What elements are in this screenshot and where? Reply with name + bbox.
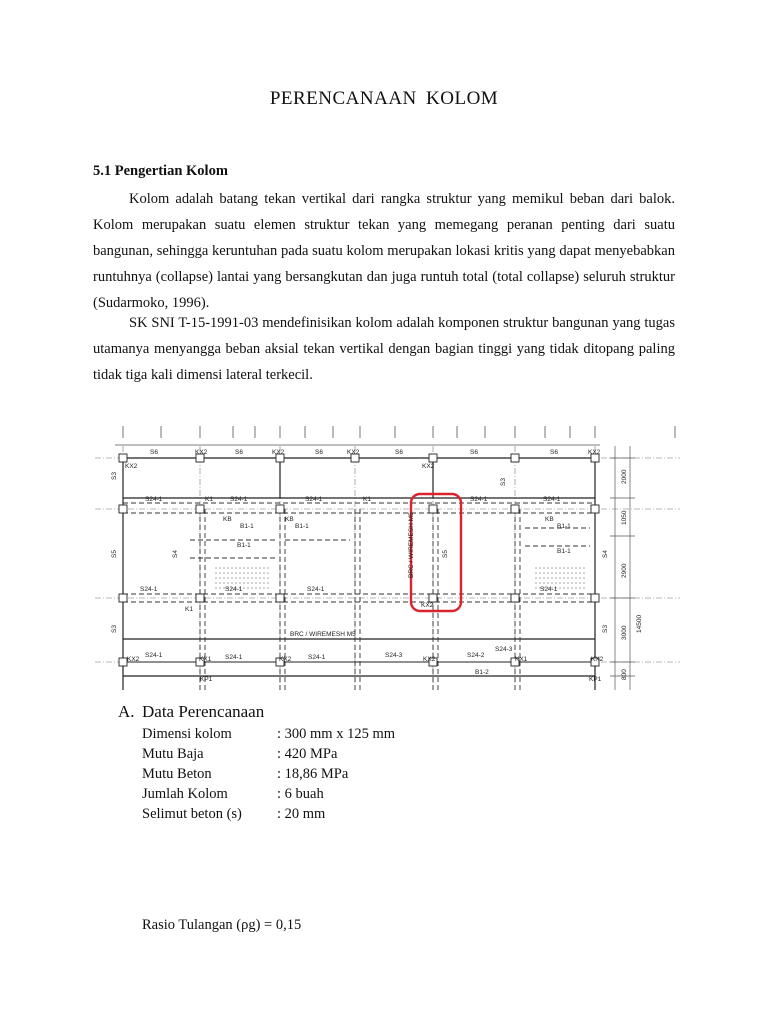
label-b1-1-a: B1-1	[240, 523, 254, 530]
label-k1-2: K1	[363, 496, 371, 503]
grid-lines	[95, 458, 680, 662]
label-s4-1: S4	[172, 550, 179, 558]
label-s3-1: S3	[111, 472, 118, 480]
columns	[119, 454, 599, 666]
label-kp1-1: KP1	[200, 676, 213, 683]
data-label-mutu-baja: Mutu Baja	[142, 746, 204, 762]
label-s3-2: S3	[111, 625, 118, 633]
label-s5-2: S5	[442, 550, 449, 558]
label-k1-3: K1	[185, 606, 193, 613]
rasio-tulangan: Rasio Tulangan (ρg) = 0,15	[142, 917, 302, 933]
label-s24-1-a: S24-1	[145, 496, 163, 503]
data-perencanaan-section	[118, 702, 395, 824]
label-s6-1: S6	[150, 449, 158, 456]
label-kx1-1: KX1	[199, 656, 212, 663]
label-s24-1-k: S24-1	[225, 654, 243, 661]
top-ticks	[123, 426, 675, 438]
label-s5: S5	[111, 550, 118, 558]
data-row	[142, 784, 395, 804]
data-value-mutu-baja: : 420 MPa	[277, 746, 338, 762]
page-title: PERENCANAAN KOLOM	[269, 88, 499, 109]
data-perencanaan-heading	[118, 702, 395, 722]
label-k1-1: K1	[205, 496, 213, 503]
paragraph-definition: Kolom adalah batang tekan vertikal dari rangka struktur yang memikul beban dari balok. Kolom merupakan suatu elemen struktur tekan yang memegang peranan penting dari suatu bangunan, sehingga keruntuhan pada suatu kolom merupakan lokasi kritis yang dapat menyebabkan runtuhnya (collapse) lantai yang bersangkutan dan juga runtuh total (total collapse) seluruh struktur (Sudarmoko, 1996).	[93, 191, 675, 311]
label-s6-3: S6	[315, 449, 323, 456]
label-s24-1-c: S24-1	[305, 496, 323, 503]
data-label-jumlah-kolom: Jumlah Kolom	[142, 786, 228, 802]
data-row	[142, 764, 395, 784]
label-b1-1-c: B1-1	[557, 523, 571, 530]
data-value-selimut: : 20 mm	[277, 806, 326, 822]
label-s24-2: S24-2	[467, 652, 485, 659]
label-s24-1-l: S24-1	[308, 654, 326, 661]
label-s24-1-g: S24-1	[225, 586, 243, 593]
data-value-jumlah-kolom: : 6 buah	[277, 786, 324, 802]
label-brc-vertical: BRC / WIREMESH M5	[408, 512, 415, 578]
label-b1-1-e: B1-1	[557, 548, 571, 555]
data-row	[142, 744, 395, 764]
label-s6-4: S6	[395, 449, 403, 456]
label-kx2-11: KX2	[591, 656, 604, 663]
data-value-mutu-beton: : 18,86 MPa	[277, 766, 349, 782]
label-s3-3: S3	[500, 478, 507, 486]
label-kx2-4: KX2	[347, 449, 360, 456]
label-s6-5: S6	[470, 449, 478, 456]
label-kx2-6: KX2	[588, 449, 601, 456]
label-s4-2: S4	[602, 550, 609, 558]
label-s24-1-h: S24-1	[307, 586, 325, 593]
label-b1-1-b: B1-1	[295, 523, 309, 530]
data-row	[142, 804, 395, 824]
label-kx2-10: KX2	[423, 656, 436, 663]
label-s24-1-f: S24-1	[140, 586, 158, 593]
section-title: Data Perencanaan	[142, 702, 265, 721]
label-kx2-1: KX2	[125, 463, 138, 470]
stairs	[215, 568, 585, 588]
label-kb-3: KB	[545, 516, 554, 523]
data-label-selimut: Selimut beton (s)	[142, 806, 242, 822]
dim-2000: 2000	[621, 469, 628, 484]
section-letter: A.	[118, 702, 135, 721]
label-s24-3-b: S24-3	[385, 652, 403, 659]
data-row	[142, 724, 395, 744]
label-b1-1-d: B1-1	[237, 542, 251, 549]
dim-14500: 14500	[636, 614, 643, 633]
paragraph-sni: SK SNI T-15-1991-03 mendefinisikan kolom adalah komponen struktur bangunan yang tugas utamanya menyangga beban aksial tekan vertikal dengan bagian tinggi yang tidak ditopang paling tidak tiga kali dimensi lateral terkecil.	[93, 315, 675, 383]
label-s24-1-j: S24-1	[145, 652, 163, 659]
label-kx2-8: KX2	[127, 656, 140, 663]
dim-800: 800	[621, 669, 628, 680]
label-s24-1-e: S24-1	[543, 496, 561, 503]
data-label-mutu-beton: Mutu Beton	[142, 766, 212, 782]
data-list	[142, 724, 395, 824]
dim-2900: 2900	[621, 563, 628, 578]
label-kx2-7: KX2	[421, 602, 434, 609]
label-s24-1-b: S24-1	[230, 496, 248, 503]
label-kb-2: KB	[285, 516, 294, 523]
structural-plan-drawing	[95, 418, 680, 690]
label-kb-1: KB	[223, 516, 232, 523]
label-s3-4: S3	[602, 625, 609, 633]
section-heading: 5.1 Pengertian Kolom	[93, 163, 228, 179]
label-kx1-2: KX1	[515, 656, 528, 663]
label-kx2-9: KX2	[279, 656, 292, 663]
label-s24-3: S24-3	[495, 646, 513, 653]
data-value-dimensi: : 300 mm x 125 mm	[277, 726, 396, 742]
label-kx2-3: KX2	[272, 449, 285, 456]
label-s24-1-d: S24-1	[470, 496, 488, 503]
dim-1050: 1050	[621, 510, 628, 525]
dim-3000: 3000	[621, 625, 628, 640]
label-kx2-2: KX2	[195, 449, 208, 456]
label-b1-2: B1-2	[475, 669, 489, 676]
label-kp1-2: KP1	[589, 676, 602, 683]
label-s24-1-i: S24-1	[540, 586, 558, 593]
label-s6-2: S6	[235, 449, 243, 456]
data-label-dimensi: Dimensi kolom	[142, 726, 232, 742]
label-kx2-5: KX2	[422, 463, 435, 470]
label-brc: BRC / WIREMESH M5	[290, 631, 356, 638]
label-s6-6: S6	[550, 449, 558, 456]
